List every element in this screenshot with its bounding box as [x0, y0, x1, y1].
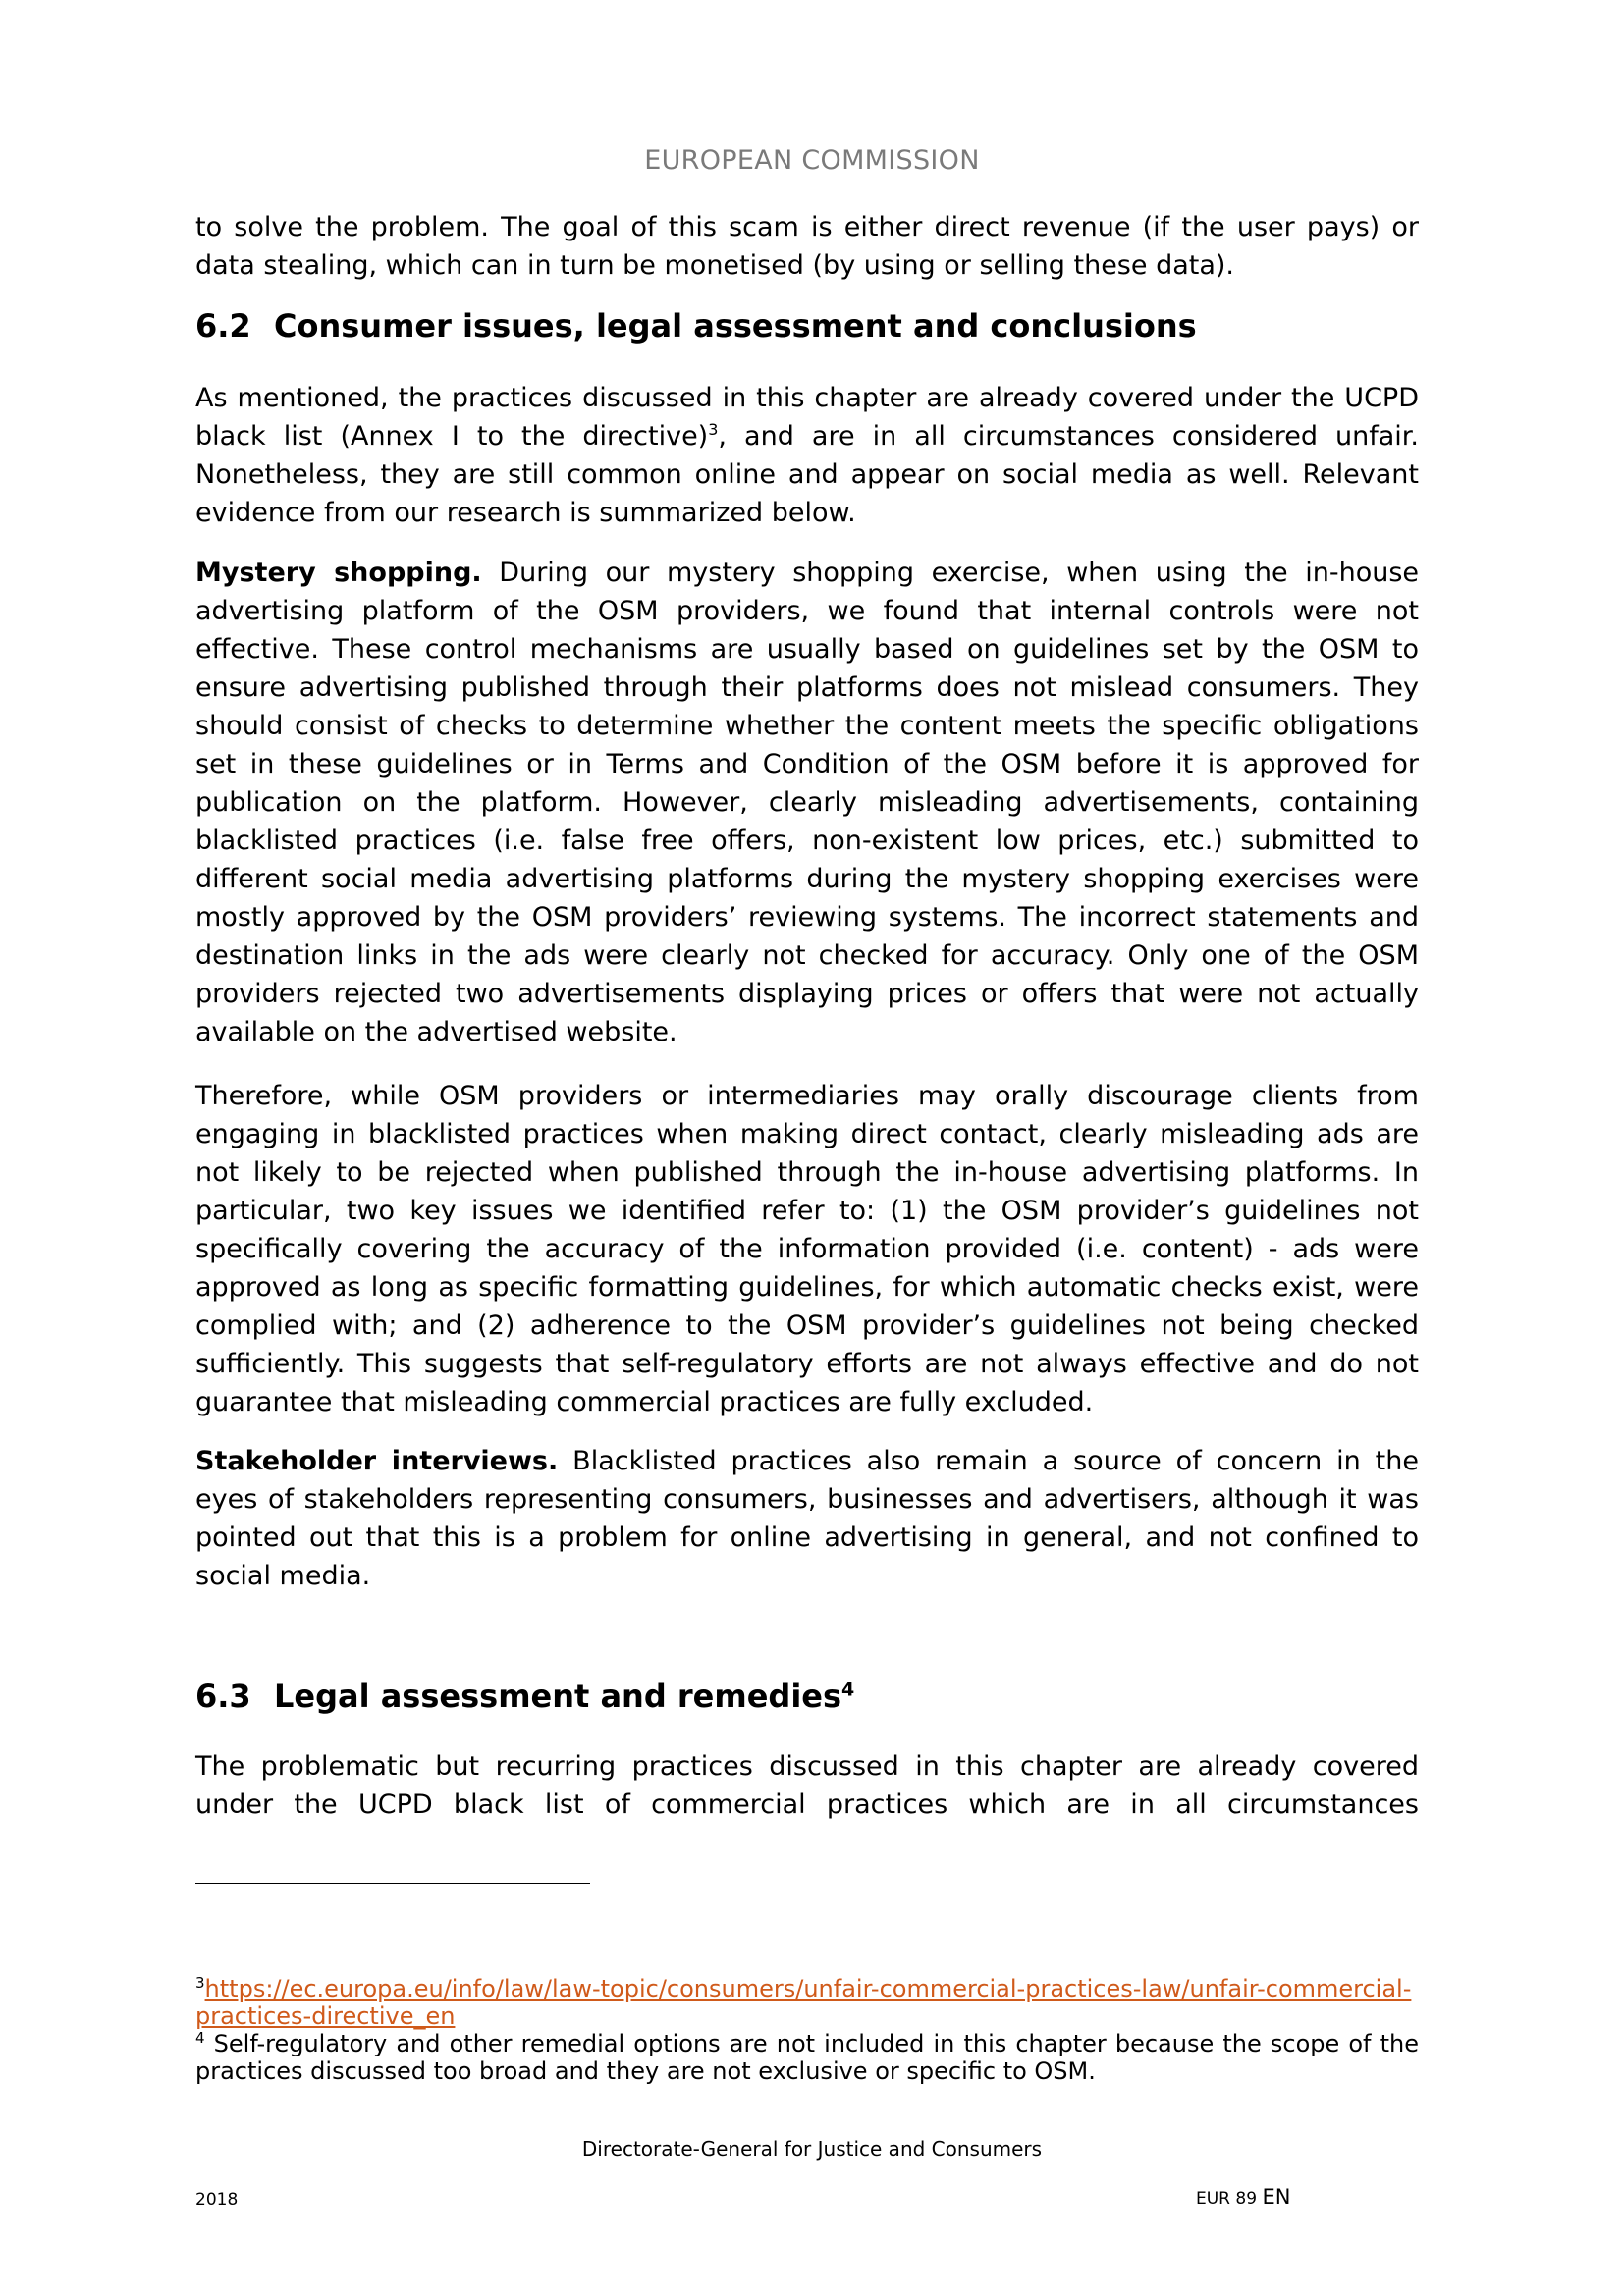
run-in-heading: Stakeholder interviews.	[195, 1446, 559, 1476]
paragraph-text: Blacklisted practices also remain a source of concern in the eyes of stakeholders representing consumers, businesses and advertisers, although it was pointed out that this is a problem for online advertising in general, and not confined to social media.	[195, 1446, 1419, 1591]
section-number: 6.2	[195, 307, 251, 345]
footnote-number: 4	[195, 2029, 205, 2047]
paragraph-therefore	[195, 1077, 1419, 1421]
footnote-separator	[195, 1883, 590, 1884]
paragraph-mentioned	[195, 379, 1419, 532]
paragraph-text: During our mystery shopping exercise, when using the in-house advertising platform of the OSM providers, we found that internal controls were not effective. These control mechanisms are usually based on guidelines set by the OSM to ensure advertising published through their platforms does not mislead consumers. They should consist of checks to determine whether the content meets the specific obligations set in these guidelines or in Terms and Condition of the OSM before it is approved for publication on the platform. However, clearly misleading advertisements, containing blacklisted practices (i.e. false free offers, non-existent low prices, etc.) submitted to different social media advertising platforms during the mystery shopping exercises were mostly approved by the OSM providers’ reviewing systems. The incorrect statements and destination links in the ads were clearly not checked for accuracy. Only one of the OSM providers rejected two advertisements displaying prices or offers that were not actually available on the advertised website.	[195, 558, 1419, 1047]
footnote-text: Self-regulatory and other remedial options are not included in this chapter because the scope of the practices discussed too broad and they are not exclusive or specific to OSM.	[195, 2030, 1419, 2085]
paragraph-text: , and are in all circumstances considered unfair. Nonetheless, they are still common online and appear on social media as well. Relevant evidence from our research is summarized below.	[195, 421, 1419, 528]
footnote-link[interactable]: https://ec.europa.eu/info/law/law-topic/consumers/unfair-commercial-practices-law/unfair-commercial-practices-directive_en	[195, 1975, 1412, 2030]
section-heading-6-2	[195, 306, 1419, 346]
paragraph-mystery-shopping	[195, 554, 1419, 1051]
paragraph-text: As mentioned, the practices discussed in this chapter are already covered under the UCPD black list (Annex I to the directive)	[195, 383, 1419, 452]
footer-year: 2018	[195, 2190, 239, 2210]
paragraph-problematic	[195, 1747, 1419, 1824]
footnote-ref-4[interactable]: 4	[841, 1679, 855, 1701]
section-number: 6.3	[195, 1678, 251, 1715]
footnote-3	[195, 1975, 1419, 2030]
footnote-number: 3	[195, 1974, 205, 1992]
paragraph-problematic-text: The problematic but recurring practices discussed in this chapter are already covered under the UCPD black list of commercial practices which are in all circumstances	[195, 1751, 1419, 1820]
paragraph-intro-text: to solve the problem. The goal of this scam is either direct revenue (if the user pays) or data stealing, which can in turn be monetised (by using or selling these data).	[195, 212, 1419, 281]
section-heading-6-3	[195, 1677, 1419, 1716]
footnote-4	[195, 2030, 1419, 2085]
section-title: Legal assessment and remedies	[274, 1678, 842, 1715]
footer-report-ref	[1196, 2185, 1290, 2209]
running-header: EUROPEAN COMMISSION	[644, 145, 980, 176]
paragraph-intro	[195, 208, 1419, 285]
footer-language: EN	[1262, 2185, 1291, 2209]
run-in-heading: Mystery shopping.	[195, 558, 482, 588]
section-title: Consumer issues, legal assessment and conclusions	[274, 307, 1197, 345]
paragraph-therefore-text: Therefore, while OSM providers or intermediaries may orally discourage clients from engaging in blacklisted practices when making direct contact, clearly misleading ads are not likely to be rejected when published through the in-house advertising platforms. In particular, two key issues we identified refer to: (1) the OSM provider’s guidelines not specifically covering the accuracy of the information provided (i.e. content) - ads were approved as long as specific formatting guidelines, for which automatic checks exist, were complied with; and (2) adherence to the OSM provider’s guidelines not being checked sufficiently. This suggests that self-regulatory efforts are not always effective and do not guarantee that misleading commercial practices are fully excluded.	[195, 1081, 1419, 1417]
footnote-ref-3[interactable]: 3	[708, 420, 719, 439]
footer-report-number: EUR 89	[1196, 2189, 1258, 2209]
footer-directorate: Directorate-General for Justice and Consumers	[581, 2137, 1043, 2161]
footnotes	[195, 1975, 1419, 2085]
paragraph-stakeholder-interviews	[195, 1442, 1419, 1595]
